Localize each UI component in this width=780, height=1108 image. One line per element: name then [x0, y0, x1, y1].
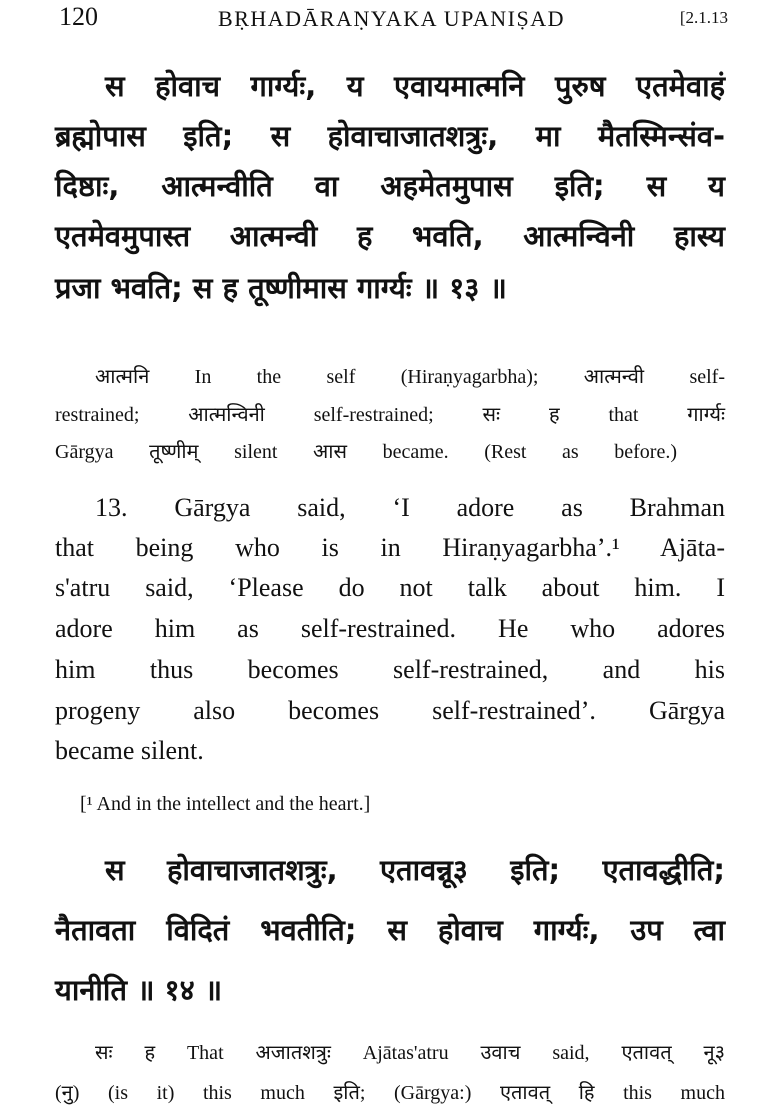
- translation-line: 13. Gārgya said, ‘I adore as Brahman: [95, 493, 725, 522]
- translation-line: s'atru said, ‘Please do not talk about him. I: [55, 573, 725, 602]
- translation-line: became silent.: [55, 736, 204, 765]
- sanskrit-line: ब्रह्मोपास इति; स होवाचाजातशत्रुः, मा मैतस्मिन्संव-: [55, 119, 725, 153]
- sanskrit-line: स होवाचाजातशत्रुः, एतावन्नू३ इति; एतावद्धीति;: [105, 853, 725, 887]
- gloss-line: (नु) (is it) this much इति; (Gārgya:) एतावत् हि this much: [55, 1082, 725, 1104]
- footnote: [¹ And in the intellect and the heart.]: [80, 793, 371, 815]
- gloss-line: Gārgya तूष्णीम् silent आस became. (Rest as before.): [55, 441, 677, 463]
- translation-line: that being who is in Hiraṇyagarbha’.¹ Ajāta-: [55, 533, 725, 562]
- sanskrit-line: प्रजा भवति; स ह तूष्णीमास गार्ग्यः ॥ १३ ॥: [55, 271, 507, 305]
- sanskrit-line: स होवाच गार्ग्यः, य एवायमात्मनि पुरुष एतमेवाहं: [105, 69, 725, 103]
- translation-line: progeny also becomes self-restrained’. Gārgya: [55, 696, 725, 725]
- translation-line: adore him as self-restrained. He who adores: [55, 614, 725, 643]
- page-number: 120: [59, 2, 98, 31]
- translation-line: him thus becomes self-restrained, and his: [55, 655, 725, 684]
- sanskrit-line: नैतावता विदितं भवतीति; स होवाच गार्ग्यः, उप त्वा: [55, 913, 725, 947]
- book-title: BṚHADĀRAṆYAKA UPANIṢAD: [218, 6, 565, 31]
- gloss-line: आत्मनि In the self (Hiraṇyagarbha); आत्मन्वी self-: [95, 366, 725, 388]
- sanskrit-line: एतमेवमुपास्त आत्मन्वी ह भवति, आत्मन्विनी हास्य: [55, 219, 725, 253]
- verse-reference: [2.1.13: [679, 8, 728, 27]
- sanskrit-line: दिष्ठाः, आत्मन्वीति वा अहमेतमुपास इति; स य: [55, 169, 725, 203]
- gloss-line: सः ह That अजातशत्रुः Ajātas'atru उवाच said, एतावत् नू३: [95, 1042, 725, 1064]
- running-header: [55, 2, 728, 36]
- sanskrit-line: यानीति ॥ १४ ॥: [55, 973, 223, 1007]
- gloss-line: restrained; आत्मन्विनी self-restrained; सः ह that गार्ग्यः: [55, 404, 725, 426]
